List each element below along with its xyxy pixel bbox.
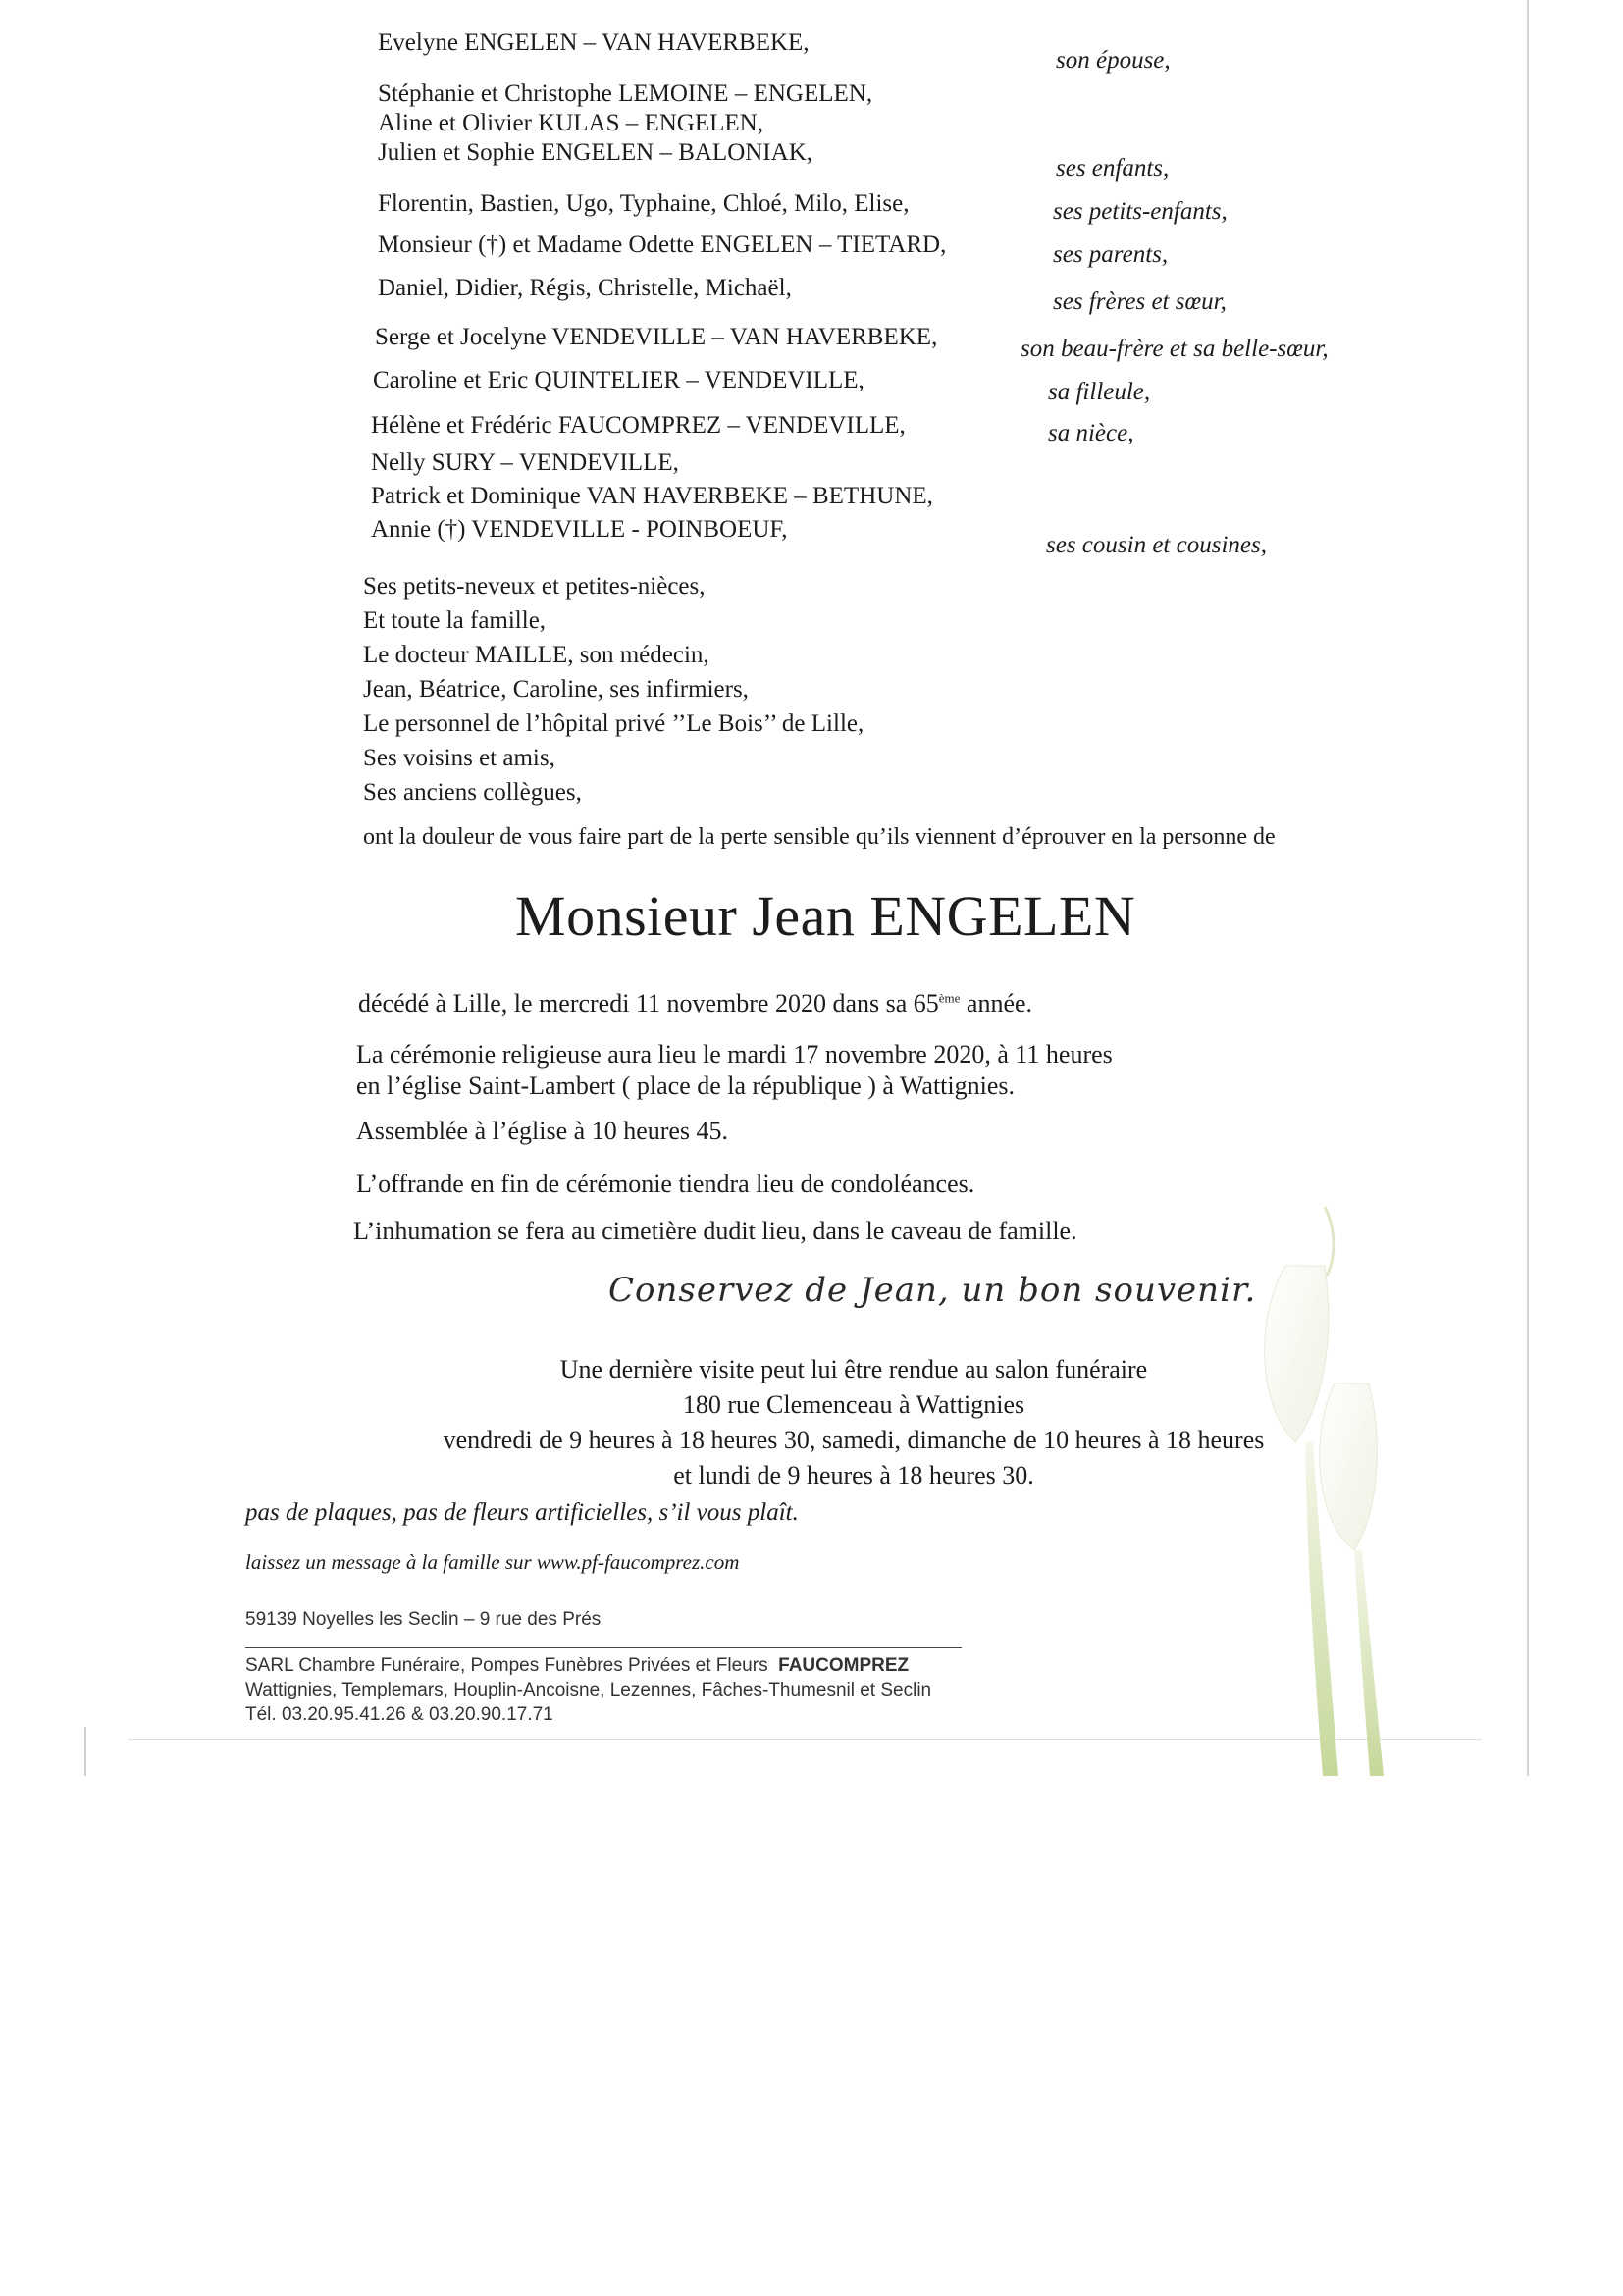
family-name: Hélène et Frédéric FAUCOMPREZ – VENDEVILLE,: [371, 412, 906, 439]
burial-line: L’inhumation se fera au cimetière dudit lieu, dans le caveau de famille.: [353, 1217, 1077, 1245]
others-item: Ses anciens collègues,: [363, 779, 582, 806]
family-relation: sa filleule,: [1048, 379, 1151, 405]
others-list: [363, 569, 864, 809]
company-brand: FAUCOMPREZ: [778, 1655, 910, 1676]
no-plaques-note: pas de plaques, pas de fleurs artificielles, s’il vous plaît.: [245, 1499, 799, 1526]
family-name: Daniel, Didier, Régis, Christelle, Michaël,: [378, 275, 792, 301]
others-item: Jean, Béatrice, Caroline, ses infirmiers,: [363, 676, 749, 703]
others-item: Le personnel de l’hôpital privé ’’Le Bois’’ de Lille,: [363, 710, 864, 737]
remembrance-script: Conservez de Jean, un bon souvenir.: [608, 1271, 1257, 1310]
ceremony-location: en l’église Saint-Lambert ( place de la république ) à Wattignies.: [356, 1071, 1016, 1100]
family-relation: sa nièce,: [1048, 420, 1134, 446]
company-block: [245, 1653, 931, 1727]
family-relation: ses cousin et cousines,: [1046, 532, 1267, 558]
family-name: Annie (†) VENDEVILLE - POINBOEUF,: [371, 516, 788, 543]
scan-edge-right: [1527, 0, 1529, 1776]
family-name: Patrick et Dominique VAN HAVERBEKE – BETHUNE,: [371, 483, 933, 509]
family-name: Caroline et Eric QUINTELIER – VENDEVILLE,: [373, 367, 864, 393]
others-item: Ses petits-neveux et petites-nièces,: [363, 573, 706, 600]
others-item: Et toute la famille,: [363, 607, 547, 634]
others-item: Ses voisins et amis,: [363, 745, 555, 771]
ceremony-line: La cérémonie religieuse aura lieu le mardi 17 novembre 2020, à 11 heures: [356, 1040, 1113, 1069]
funeral-home-address: 59139 Noyelles les Seclin – 9 rue des Prés: [245, 1609, 602, 1630]
family-relation: ses frères et sœur,: [1053, 288, 1227, 315]
assembly-line: Assemblée à l’église à 10 heures 45.: [356, 1117, 729, 1145]
visit-info: [402, 1352, 1305, 1493]
offering-line: L’offrande en fin de cérémonie tiendra lieu de condoléances.: [356, 1170, 975, 1198]
family-name: Aline et Olivier KULAS – ENGELEN,: [378, 110, 763, 136]
death-line: décédé à Lille, le mercredi 11 novembre 2020 dans sa 65ème année.: [358, 989, 1033, 1018]
company-towns: Wattignies, Templemars, Houplin-Ancoisne, Lezennes, Fâches-Thumesnil et Seclin: [245, 1680, 932, 1700]
family-name: Julien et Sophie ENGELEN – BALONIAK,: [378, 139, 812, 166]
company-phone: Tél. 03.20.95.41.26 & 03.20.90.17.71: [245, 1704, 553, 1725]
family-name: Nelly SURY – VENDEVILLE,: [371, 449, 679, 476]
family-relation: ses parents,: [1053, 241, 1169, 268]
scan-edge-left: [84, 1727, 86, 1776]
divider: [245, 1647, 962, 1648]
visit-line: Une dernière visite peut lui être rendue au salon funéraire: [559, 1355, 1148, 1383]
family-name: Monsieur (†) et Madame Odette ENGELEN – TIETARD,: [378, 232, 947, 258]
family-name: Evelyne ENGELEN – VAN HAVERBEKE,: [378, 29, 810, 56]
family-relation: son beau-frère et sa belle-sœur,: [1021, 336, 1329, 362]
family-name: Stéphanie et Christophe LEMOINE – ENGELEN,: [378, 80, 873, 107]
family-relation: ses petits-enfants,: [1053, 198, 1228, 225]
visit-line: vendredi de 9 heures à 18 heures 30, samedi, dimanche de 10 heures à 18 heures: [443, 1426, 1265, 1454]
family-relation: ses enfants,: [1056, 155, 1170, 182]
announcement-intro: ont la douleur de vous faire part de la perte sensible qu’ils viennent d’éprouver en la personne de: [363, 824, 1276, 850]
others-item: Le docteur MAILLE, son médecin,: [363, 642, 709, 668]
family-name: Serge et Jocelyne VENDEVILLE – VAN HAVERBEKE,: [375, 324, 938, 350]
message-link[interactable]: laissez un message à la famille sur www.pf-faucomprez.com: [245, 1550, 740, 1574]
deceased-name: Monsieur Jean ENGELEN: [515, 884, 1136, 948]
visit-line: et lundi de 9 heures à 18 heures 30.: [673, 1461, 1034, 1489]
company-line1: SARL Chambre Funéraire, Pompes Funèbres Privées et Fleurs FAUCOMPREZ: [245, 1655, 910, 1676]
family-name: Florentin, Bastien, Ugo, Typhaine, Chloé, Milo, Elise,: [378, 190, 910, 217]
visit-line: 180 rue Clemenceau à Wattignies: [682, 1390, 1025, 1419]
family-relation: son épouse,: [1056, 47, 1171, 74]
